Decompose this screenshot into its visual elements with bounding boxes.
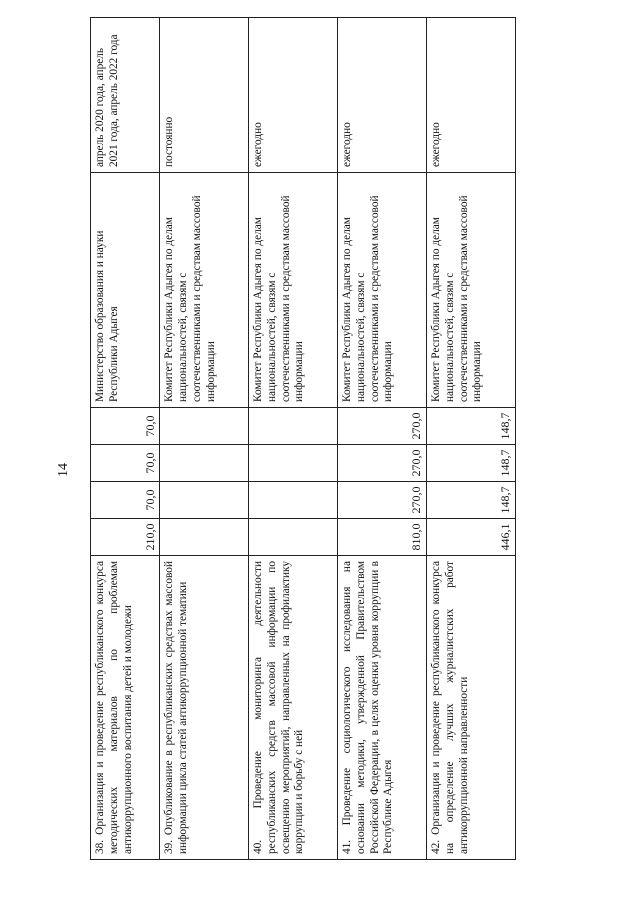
- funding-year1-cell: 70,0: [91, 482, 160, 519]
- funding-total-cell: 446,1: [427, 519, 516, 556]
- funding-year1-cell: [249, 482, 338, 519]
- program-activities-table: [90, 17, 516, 860]
- funding-year1-cell: 270,0: [338, 482, 427, 519]
- funding-total-cell: [249, 519, 338, 556]
- activity-name-cell: 39. Опубликование в республиканских средствах массовой информации цикла статей антикоррупционной тематики: [160, 556, 249, 860]
- funding-year2-cell: 148,7: [427, 445, 516, 482]
- term-cell: ежегодно: [249, 18, 338, 173]
- funding-year3-cell: 270,0: [338, 408, 427, 445]
- funding-year3-cell: 148,7: [427, 408, 516, 445]
- funding-year3-cell: 70,0: [91, 408, 160, 445]
- executor-cell: Министерство образования и науки Республики Адыгея: [91, 173, 160, 408]
- term-cell: постоянно: [160, 18, 249, 173]
- funding-total-cell: 810,0: [338, 519, 427, 556]
- table-row: [338, 18, 427, 860]
- term-cell: ежегодно: [427, 18, 516, 173]
- funding-total-cell: 210,0: [91, 519, 160, 556]
- activity-name-cell: 38. Организация и проведение республиканского конкурса методических материалов по проблемам антикоррупционного воспитания детей и молодежи: [91, 556, 160, 860]
- funding-year1-cell: [160, 482, 249, 519]
- activity-name-cell: 42. Организация и проведение республиканского конкурса на определение лучших журналистских работ антикоррупционной направленности: [427, 556, 516, 860]
- funding-year2-cell: 270,0: [338, 445, 427, 482]
- program-table-wrapper: [90, 18, 516, 860]
- executor-cell: Комитет Республики Адыгея по делам национальностей, связям с соотечественниками и средствам массовой информации: [160, 173, 249, 408]
- table-row: [427, 18, 516, 860]
- executor-cell: Комитет Республики Адыгея по делам национальностей, связям с соотечественниками и средствам массовой информации: [338, 173, 427, 408]
- term-cell: ежегодно: [338, 18, 427, 173]
- table-row: [249, 18, 338, 860]
- page-number: 14: [56, 463, 71, 477]
- funding-year2-cell: [160, 445, 249, 482]
- funding-year2-cell: 70,0: [91, 445, 160, 482]
- activity-name-cell: 41. Проведение социологического исследования на основании методики, утвержденной Правительством Российской Федерации, в целях оценки уровня коррупции в Республике Адыгея: [338, 556, 427, 860]
- funding-year1-cell: 148,7: [427, 482, 516, 519]
- funding-year3-cell: [160, 408, 249, 445]
- table-row: [91, 18, 160, 860]
- executor-cell: Комитет Республики Адыгея по делам национальностей, связям с соотечественниками и средствам массовой информации: [249, 173, 338, 408]
- funding-total-cell: [160, 519, 249, 556]
- term-cell: апрель 2020 года, апрель 2021 года, апрель 2022 года: [91, 18, 160, 173]
- executor-cell: Комитет Республики Адыгея по делам национальностей, связям с соотечественниками и средствам массовой информации: [427, 173, 516, 408]
- table-row: [160, 18, 249, 860]
- funding-year2-cell: [249, 445, 338, 482]
- funding-year3-cell: [249, 408, 338, 445]
- activity-name-cell: 40. Проведение мониторинга деятельности республиканских средств массовой информации по освещению мероприятий, направленных на профилактику коррупции и борьбу с ней: [249, 556, 338, 860]
